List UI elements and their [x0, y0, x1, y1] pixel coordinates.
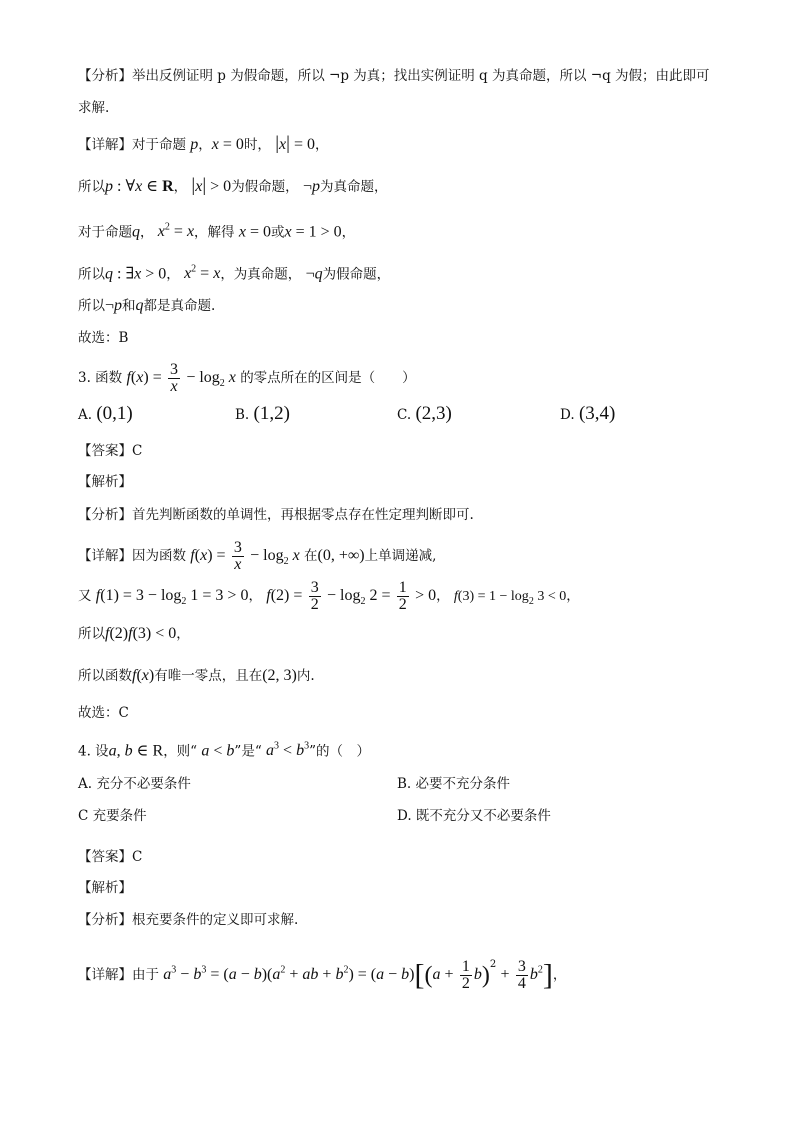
detail-line-1: 【详解】对于命题 p，x = 0时， |x| = 0，	[78, 133, 329, 154]
q3-answer: 【答案】C	[78, 443, 143, 459]
q3-jiexi: 【解析】	[78, 474, 132, 490]
detail-line-3: 对于命题q， $x^2 = x$，解得 x = 0或x = 1 > 0，	[78, 222, 356, 241]
q3-choice: 故选：C	[78, 705, 129, 721]
detail-line-4: 所以q : ∃x > 0， $x^2 = x$，为真命题， ¬q为假命题，	[78, 264, 391, 283]
q3-option-a[interactable]: A. (0,1)	[78, 403, 133, 424]
choice-line-q2: 故选：B	[78, 330, 129, 346]
q3-option-d[interactable]: D. (3,4)	[560, 403, 616, 424]
q3-detail-4: 所以函数f(x)有唯一零点，且在(2, 3)内.	[78, 667, 315, 684]
analysis-line-1: 【分析】举出反例证明 p 为假命题，所以 ¬p 为真；找出实例证明 q 为真命题，所以 ¬q 为假；由此即可	[78, 68, 710, 84]
q3-option-c[interactable]: C. (2,3)	[397, 403, 452, 424]
q4-option-c[interactable]: C 充要条件	[78, 808, 147, 824]
detail-line-2: 所以p : ∀x ∈ R， |x| > 0为假命题， ¬p为真命题，	[78, 175, 388, 196]
q4-analysis: 【分析】根充要条件的定义即可求解.	[78, 912, 299, 928]
q3-detail-2: 又 $f(1) = 3 - \log_2 1 = 3 > 0$， f(2) = $\frac{3}{2}$ − $\log_2 2$ = $\frac{1}{2}$ > 0， $f(3) = 1 - \log_2 3 < 0$，	[78, 579, 580, 613]
q4-option-b[interactable]: B. 必要不充分条件	[397, 776, 511, 792]
q3-analysis: 【分析】首先判断函数的单调性，再根据零点存在性定理判断即可.	[78, 507, 474, 523]
q3-option-b[interactable]: B. (1,2)	[235, 403, 290, 424]
analysis-line-2: 求解.	[78, 100, 110, 116]
detail-line-5: 所以¬p和q都是真命题.	[78, 297, 216, 314]
question-3-stem: 3. 函数 f(x) = $\frac{3}{x}$ − $\log_2 x$ 的零点所在的区间是（ ）	[78, 361, 416, 395]
q4-answer: 【答案】C	[78, 849, 143, 865]
q4-option-d[interactable]: D. 既不充分又不必要条件	[397, 808, 551, 824]
question-4-stem: 4. 设a, b ∈ R，则“ a < b”是“ $a^3 < b^3$”的（ ）	[78, 741, 370, 760]
q3-detail-1: 【详解】因为函数 f(x) = $\frac{3}{x}$ − $\log_2 x$ 在(0, +∞)上单调递减,	[78, 539, 437, 573]
q3-detail-3: 所以f(2)f(3) < 0，	[78, 625, 190, 642]
q4-detail-1: 【详解】由于 $a^3 - b^3 = (a - b)(a^2$ + ab + $b^2) = (a - b)[(a$ + $\frac{1}{2}$ b)$^2$ + $\frac{3}{4}$ $b^2$]，	[78, 958, 567, 992]
q4-option-a[interactable]: A. 充分不必要条件	[78, 776, 191, 792]
q4-jiexi: 【解析】	[78, 880, 132, 896]
